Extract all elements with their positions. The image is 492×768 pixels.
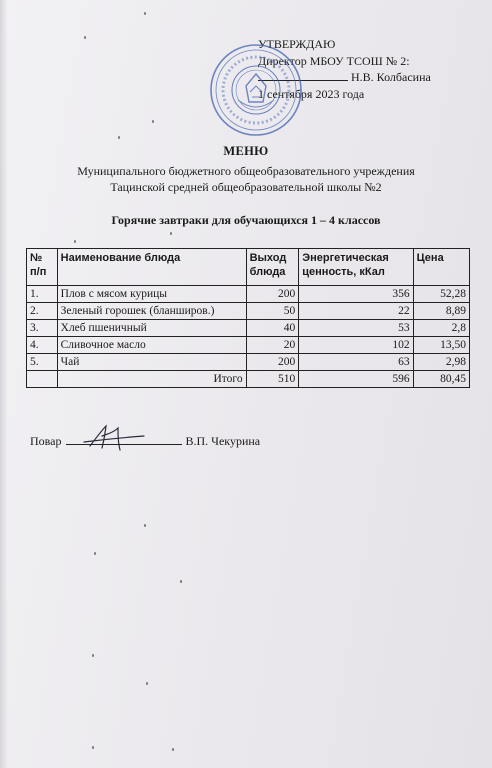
row-num: 5. (27, 354, 58, 371)
row-dish-name: Плов с мясом курицы (57, 286, 246, 303)
paper-speck (144, 524, 146, 527)
row-dish-name: Сливочное масло (57, 337, 246, 354)
row-price: 52,28 (413, 286, 469, 303)
row-energy: 63 (299, 354, 413, 371)
row-dish-name: Чай (57, 354, 246, 371)
table-header-row (27, 249, 470, 286)
row-dish-name: Хлеб пшеничный (57, 320, 246, 337)
table-row (27, 320, 470, 337)
menu-subtitle: Горячие завтраки для обучающихся 1 – 4 классов (111, 213, 381, 227)
row-energy: 53 (299, 320, 413, 337)
row-num: 2. (27, 303, 58, 320)
row-price: 2,8 (413, 320, 469, 337)
menu-table (26, 248, 470, 388)
row-num: 3. (27, 320, 58, 337)
row-output: 200 (246, 354, 299, 371)
paper-speck (92, 746, 94, 749)
approval-heading: УТВЕРЖДАЮ (258, 37, 336, 51)
paper-speck (146, 682, 148, 685)
cook-name: В.П. Чекурина (185, 434, 261, 448)
header-dish-name: Наименование блюда (57, 249, 246, 286)
paper-speck (84, 36, 86, 39)
cook-signature-line (66, 434, 182, 445)
table-row (27, 337, 470, 354)
approval-date: 1 сентября 2023 года (258, 86, 365, 101)
total-blank-cell (27, 371, 58, 388)
total-price: 80,45 (413, 371, 469, 388)
paper-speck (180, 580, 182, 583)
row-output: 200 (246, 286, 299, 303)
row-energy: 356 (299, 286, 413, 303)
cook-signature-row (30, 434, 260, 449)
paper-speck (172, 748, 174, 751)
row-num: 4. (27, 337, 58, 354)
organization-line-1: Муниципального бюджетного общеобразовательного учреждения (77, 164, 415, 178)
header-output: Выход блюда (246, 249, 299, 286)
approval-position: Директор МБОУ ТСОШ № 2: (258, 53, 410, 68)
document-title: МЕНЮ (223, 144, 269, 158)
header-price: Цена (413, 249, 469, 286)
paper-speck (94, 552, 96, 555)
row-price: 8,89 (413, 303, 469, 320)
table-row (27, 354, 470, 371)
organization-line-2: Тацинской средней общеобразовательной школы №2 (110, 180, 382, 194)
organization-name (0, 163, 492, 195)
row-energy: 102 (299, 337, 413, 354)
row-output: 50 (246, 303, 299, 320)
school-stamp-icon (208, 42, 304, 138)
total-energy: 596 (299, 371, 413, 388)
row-output: 20 (246, 337, 299, 354)
row-num: 1. (27, 286, 58, 303)
row-price: 2,98 (413, 354, 469, 371)
row-energy: 22 (299, 303, 413, 320)
row-price: 13,50 (413, 337, 469, 354)
table-row (27, 286, 470, 303)
paper-speck (144, 12, 146, 15)
paper-speck (152, 120, 154, 123)
header-num: № п/п (27, 249, 58, 286)
total-output: 510 (246, 371, 299, 388)
table-row (27, 303, 470, 320)
header-energy: Энергетическая ценность, кКал (299, 249, 413, 286)
paper-speck (170, 232, 172, 235)
total-row (27, 371, 470, 388)
paper-speck (74, 240, 76, 243)
row-output: 40 (246, 320, 299, 337)
cook-label: Повар (30, 434, 62, 448)
paper-speck (118, 136, 120, 139)
page-edge-shadow (0, 0, 8, 768)
row-dish-name: Зеленый горошек (бланширов.) (57, 303, 246, 320)
approval-name: Н.В. Колбасина (351, 70, 431, 84)
paper-speck (92, 654, 94, 657)
total-label: Итого (57, 371, 246, 388)
